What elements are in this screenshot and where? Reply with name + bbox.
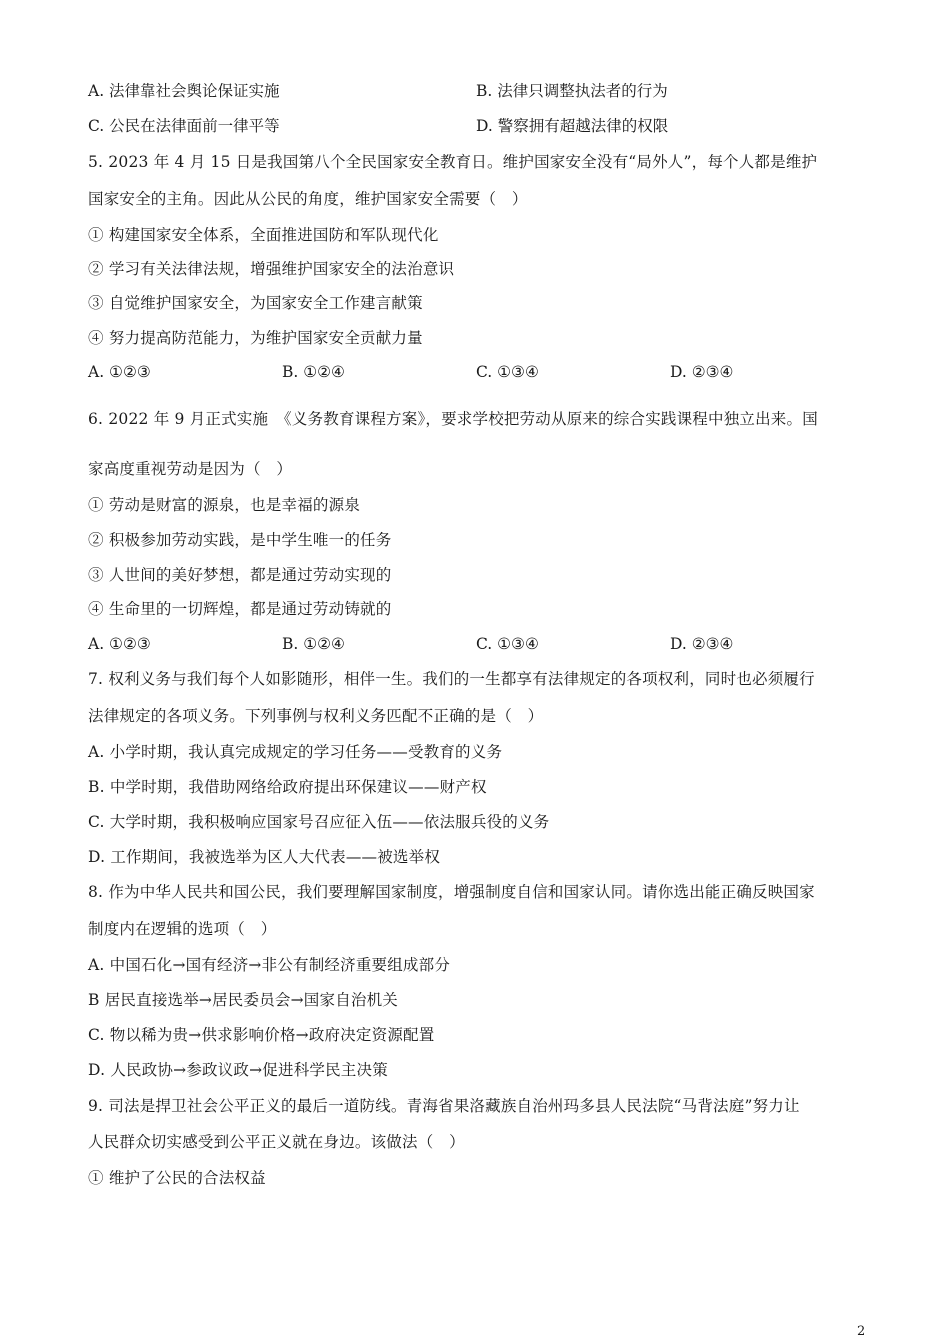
q5-item-2: ② 学习有关法律法规，增强维护国家安全的法治意识 — [88, 260, 455, 278]
q4-option-a: A. 法律靠社会舆论保证实施 — [88, 82, 280, 100]
q7-option-d: D. 工作期间，我被选举为区人大代表——被选举权 — [88, 848, 441, 866]
q8-option-d: D. 人民政协→参政议政→促进科学民主决策 — [88, 1061, 388, 1079]
q5-stem-line-1: 5. 2023 年 4 月 15 日是我国第八个全民国家安全教育日。维护国家安全没有“局外人”，每个人都是维护 — [88, 153, 818, 171]
q5-choice-c: C. ①③④ — [476, 363, 539, 381]
q8-option-c: C. 物以稀为贵→供求影响价格→政府决定资源配置 — [88, 1026, 435, 1044]
q9-stem-line-2: 人民群众切实感受到公平正义就在身边。该做法（ ） — [88, 1133, 465, 1151]
q6-choice-a: A. ①②③ — [88, 635, 151, 653]
q5-stem-line-2: 国家安全的主角。因此从公民的角度，维护国家安全需要（ ） — [88, 190, 528, 208]
q5-item-3: ③ 自觉维护国家安全，为国家安全工作建言献策 — [88, 294, 423, 312]
q6-stem-line-1: 6. 2022 年 9 月正式实施 《义务教育课程方案》，要求学校把劳动从原来的综合实践课程中独立出来。国 — [88, 410, 818, 428]
q8-option-b: B 居民直接选举→居民委员会→国家自治机关 — [88, 991, 398, 1009]
q9-stem-line-1: 9. 司法是捍卫社会公平正义的最后一道防线。青海省果洛藏族自治州玛多县人民法院“马背法庭”努力让 — [88, 1097, 800, 1115]
q7-option-b: B. 中学时期，我借助网络给政府提出环保建议——财产权 — [88, 778, 487, 796]
q7-stem-line-2: 法律规定的各项义务。下列事例与权利义务匹配不正确的是（ ） — [88, 707, 544, 725]
q8-option-a: A. 中国石化→国有经济→非公有制经济重要组成部分 — [88, 956, 451, 974]
page-number: 2 — [857, 1324, 866, 1339]
q4-option-d: D. 警察拥有超越法律的权限 — [476, 117, 669, 135]
q7-option-a: A. 小学时期，我认真完成规定的学习任务——受教育的义务 — [88, 743, 503, 761]
q8-stem-line-1: 8. 作为中华人民共和国公民，我们要理解国家制度，增强制度自信和国家认同。请你选出能正确反映国家 — [88, 883, 815, 901]
q7-stem-line-1: 7. 权利义务与我们每个人如影随形，相伴一生。我们的一生都享有法律规定的各项权利，同时也必须履行 — [88, 670, 815, 688]
q5-choice-b: B. ①②④ — [282, 363, 345, 381]
q5-choice-d: D. ②③④ — [670, 363, 734, 381]
q8-stem-line-2: 制度内在逻辑的选项（ ） — [88, 920, 277, 938]
q6-item-4: ④ 生命里的一切辉煌，都是通过劳动铸就的 — [88, 600, 392, 618]
q5-item-1: ① 构建国家安全体系，全面推进国防和军队现代化 — [88, 226, 439, 244]
q6-choice-d: D. ②③④ — [670, 635, 734, 653]
q4-option-c: C. 公民在法律面前一律平等 — [88, 117, 280, 135]
q7-option-c: C. 大学时期，我积极响应国家号召应征入伍——依法服兵役的义务 — [88, 813, 550, 831]
q5-item-4: ④ 努力提高防范能力，为维护国家安全贡献力量 — [88, 329, 423, 347]
q9-item-1: ① 维护了公民的合法权益 — [88, 1169, 266, 1187]
q6-choice-c: C. ①③④ — [476, 635, 539, 653]
q6-choice-b: B. ①②④ — [282, 635, 345, 653]
q6-stem-line-2: 家高度重视劳动是因为（ ） — [88, 460, 293, 478]
q5-choice-a: A. ①②③ — [88, 363, 151, 381]
q6-item-2: ② 积极参加劳动实践，是中学生唯一的任务 — [88, 531, 392, 549]
q6-item-1: ① 劳动是财富的源泉，也是幸福的源泉 — [88, 496, 361, 514]
q6-item-3: ③ 人世间的美好梦想，都是通过劳动实现的 — [88, 566, 392, 584]
q4-option-b: B. 法律只调整执法者的行为 — [476, 82, 668, 100]
